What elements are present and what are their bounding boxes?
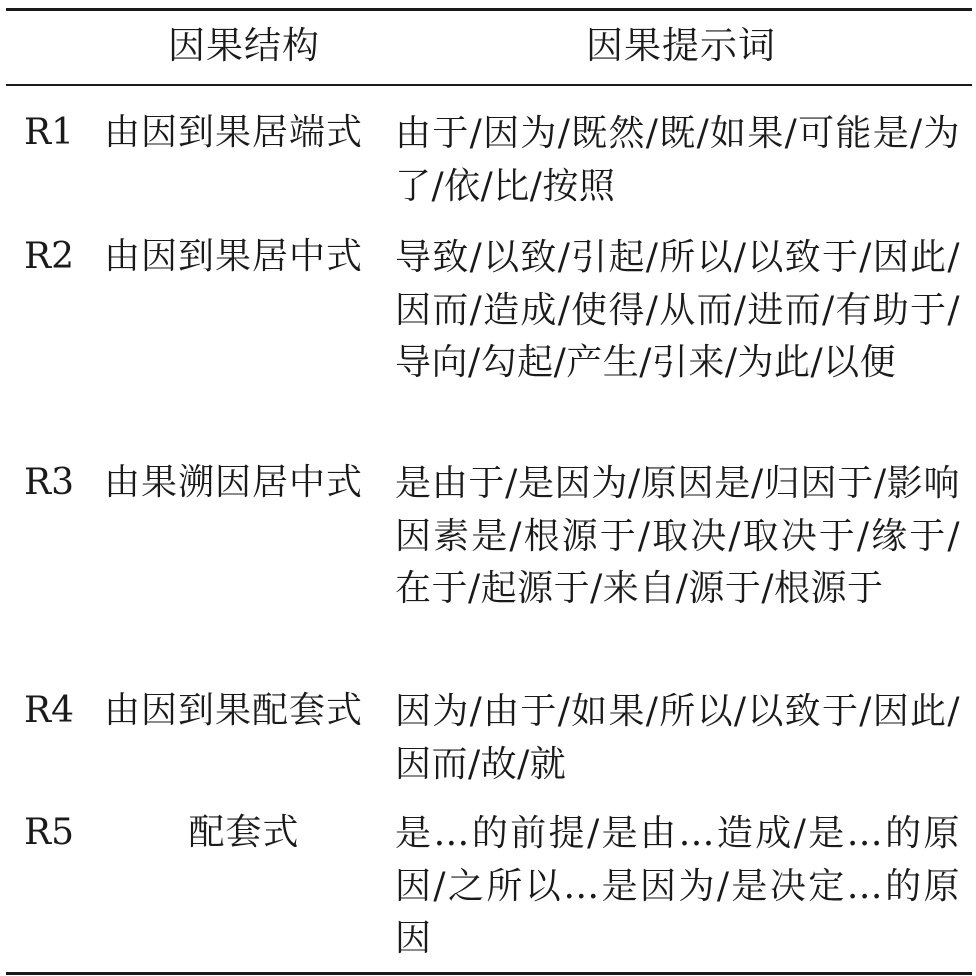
row-structure: 由因到果居中式 <box>104 236 364 277</box>
row-markers: 由于/因为/既然/既/如果/可能是/为了/依/比/按照 <box>395 113 960 207</box>
header-causal-structure: 因果结构 <box>168 24 320 67</box>
row-markers: 是由于/是因为/原因是/归因于/影响因素是/根源于/取决/取决于/缘于/在于/起源于/来自/源于/根源于 <box>395 463 960 609</box>
header-causal-markers: 因果提示词 <box>586 24 776 67</box>
table-top-rule <box>6 8 972 11</box>
row-structure: 由因到果配套式 <box>104 690 364 731</box>
row-id: R3 <box>24 462 75 503</box>
row-markers: 因为/由于/如果/所以/以致于/因此/因而/故/就 <box>395 691 960 785</box>
table-header-rule <box>6 84 972 86</box>
row-structure: 由因到果居端式 <box>104 112 364 153</box>
row-structure: 配套式 <box>188 812 300 853</box>
row-structure: 由果溯因居中式 <box>104 462 364 503</box>
row-markers: 导致/以致/引起/所以/以致于/因此/因而/造成/使得/从而/进而/有助于/导向/勾起/产生/引来/为此/以便 <box>395 237 960 383</box>
row-id: R2 <box>24 236 75 277</box>
row-id: R5 <box>24 812 75 853</box>
table-bottom-rule <box>6 972 972 975</box>
row-markers: 是…的前提/是由…造成/是…的原因/之所以…是因为/是决定…的原因 <box>395 813 960 959</box>
row-id: R1 <box>24 112 75 153</box>
row-id: R4 <box>24 690 75 731</box>
